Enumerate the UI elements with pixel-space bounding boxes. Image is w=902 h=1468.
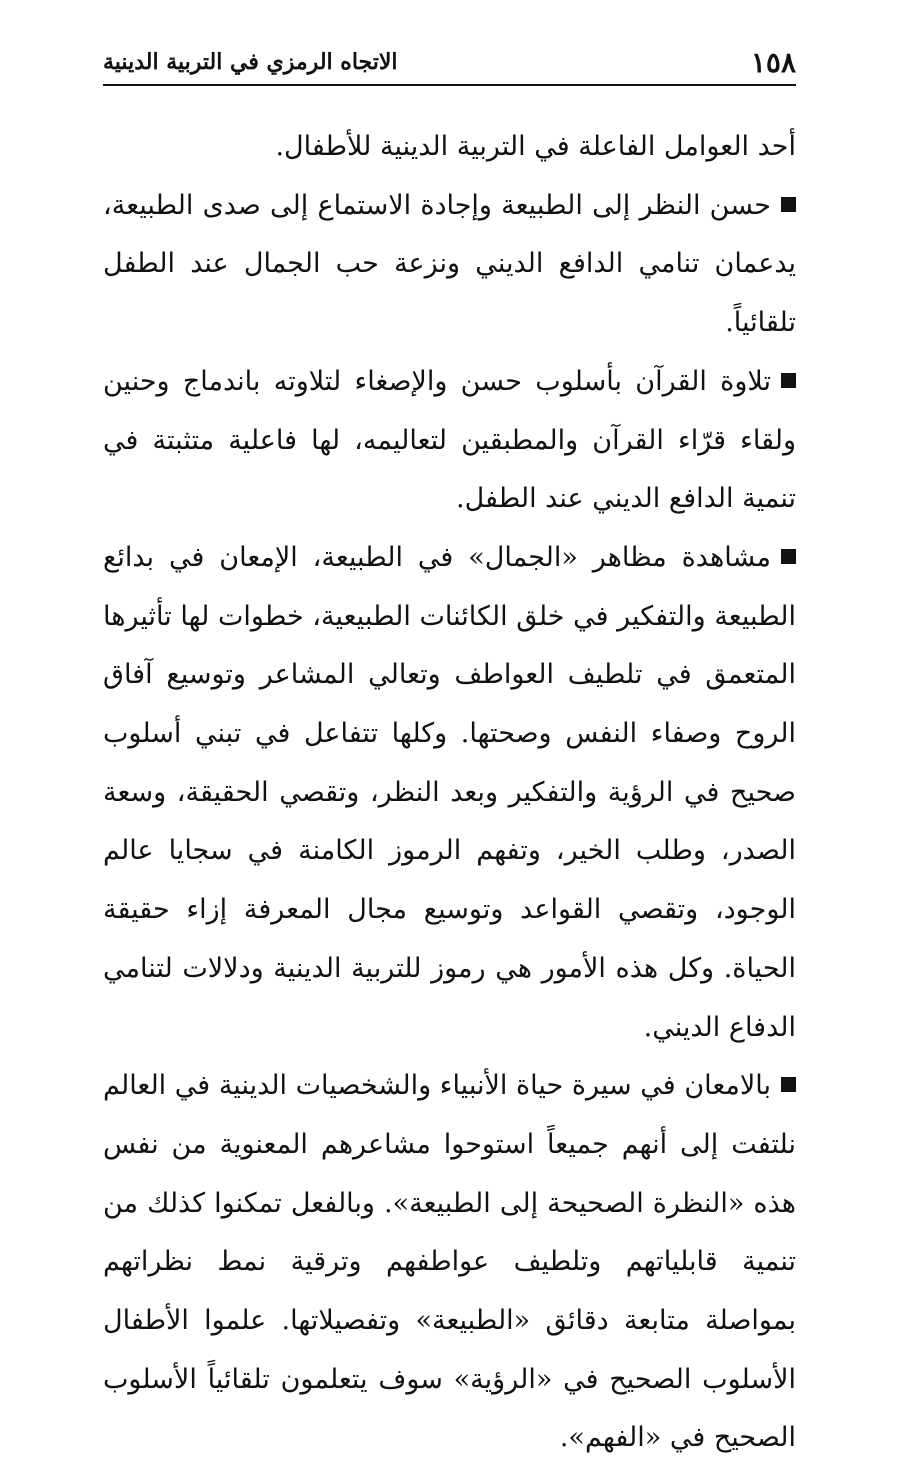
- running-title: الاتجاه الرمزي في التربية الدينية: [103, 49, 398, 75]
- paragraph-text: حسن النظر إلى الطبيعة وإجادة الاستماع إلى صدى الطبيعة، يدعمان تنامي الدافع الديني ونزعة حب الجمال عند الطفل تلقائياً.: [103, 189, 796, 339]
- paragraph-quran-recitation: [103, 353, 796, 529]
- square-bullet-icon: [781, 549, 796, 564]
- running-header: [103, 40, 796, 86]
- paragraph-prophets: [103, 1057, 796, 1468]
- body-text: [103, 118, 796, 1468]
- paragraph-text: تلاوة القرآن بأسلوب حسن والإصغاء لتلاوته باندماج وحنين ولقاء قرّاء القرآن والمطبقين لتعاليمه، لها فاعلية متثبتة في تنمية الدافع الديني عند الطفل.: [103, 365, 796, 515]
- square-bullet-icon: [781, 373, 796, 388]
- paragraph-text: بالامعان في سيرة حياة الأنبياء والشخصيات الدينية في العالم نلتفت إلى أنهم جميعاً استوحوا مشاعرهم المعنوية من نفس هذه «النظرة الصحيحة إلى الطبيعة». وبالفعل تمكنوا كذلك من تنمية قابلياتهم وتلطيف عواطفهم وترقية نمط نظراتهم بمواصلة متابعة دقائق «الطبيعة» وتفصيلاتها. علموا الأطفال الأسلوب الصحيح في «الرؤية» سوف يتعلمون تلقائياً الأسلوب الصحيح في «الفهم».: [103, 1070, 796, 1454]
- square-bullet-icon: [781, 1077, 796, 1092]
- square-bullet-icon: [781, 197, 796, 212]
- paragraph-intro: [103, 118, 796, 177]
- paragraph-beauty-nature: [103, 529, 796, 1057]
- paragraph-nature-listening: [103, 177, 796, 353]
- page-number: ١٥٨: [750, 45, 796, 79]
- paragraph-text: أحد العوامل الفاعلة في التربية الدينية للأطفال.: [275, 131, 796, 162]
- paragraph-text: مشاهدة مظاهر «الجمال» في الطبيعة، الإمعان في بدائع الطبيعة والتفكير في خلق الكائنات الطبيعية، خطوات لها تأثيرها المتعمق في تلطيف العواطف وتعالي المشاعر وتوسيع آفاق الروح وصفاء النفس وصحتها. وكلها تتفاعل في تبني أسلوب صحيح في الرؤية والتفكير وبعد النظر، وتقصي الحقيقة، وسعة الصدر، وطلب الخير، وتفهم الرموز الكامنة في سجايا عالم الوجود، وتقصي القواعد وتوسيع مجال المعرفة إزاء حقيقة الحياة. وكل هذه الأمور هي رموز للتربية الدينية ودلالات لتنامي الدفاع الديني.: [103, 541, 796, 1043]
